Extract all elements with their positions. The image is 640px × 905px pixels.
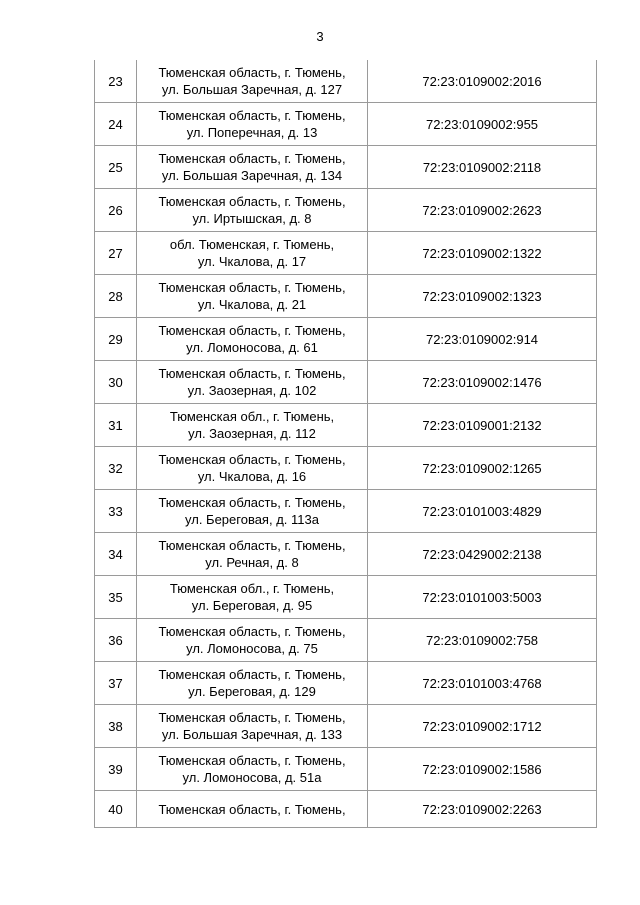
address-line-1: Тюменская область, г. Тюмень,	[158, 280, 346, 295]
address-cell	[137, 748, 368, 791]
address-line-2: ул. Заозерная, д. 102	[187, 383, 317, 398]
cadastral-number-cell: 72:23:0101003:4829	[368, 490, 597, 533]
cadastral-number-cell: 72:23:0109002:1586	[368, 748, 597, 791]
row-number-cell: 25	[95, 146, 137, 189]
address-line-1: Тюменская область, г. Тюмень,	[158, 366, 346, 381]
cadastral-number-cell: 72:23:0109002:2118	[368, 146, 597, 189]
table-row	[95, 146, 597, 189]
property-table	[94, 60, 597, 828]
page-number: 3	[316, 29, 324, 44]
property-table-container	[94, 60, 596, 828]
row-number-cell: 24	[95, 103, 137, 146]
cadastral-number-cell: 72:23:0109002:758	[368, 619, 597, 662]
cadastral-number-cell: 72:23:0109002:1323	[368, 275, 597, 318]
row-number-cell: 29	[95, 318, 137, 361]
cadastral-number-cell: 72:23:0101003:5003	[368, 576, 597, 619]
address-cell	[137, 705, 368, 748]
address-line-1: Тюменская область, г. Тюмень,	[158, 538, 346, 553]
address-line-1: Тюменская обл., г. Тюмень,	[169, 409, 335, 424]
row-number-cell: 35	[95, 576, 137, 619]
address-cell	[137, 275, 368, 318]
address-cell	[137, 361, 368, 404]
address-line-1: Тюменская область, г. Тюмень,	[158, 65, 346, 80]
address-line-2: ул. Большая Заречная, д. 133	[161, 727, 343, 742]
table-row	[95, 60, 597, 103]
row-number-cell: 32	[95, 447, 137, 490]
row-number-cell: 39	[95, 748, 137, 791]
address-line-2: ул. Иртышская, д. 8	[192, 211, 312, 226]
table-row	[95, 361, 597, 404]
address-line-2: ул. Чкалова, д. 16	[197, 469, 307, 484]
cadastral-number-cell: 72:23:0109002:2016	[368, 60, 597, 103]
address-line-1: Тюменская область, г. Тюмень,	[158, 624, 346, 639]
address-cell	[137, 103, 368, 146]
address-line-1: обл. Тюменская, г. Тюмень,	[169, 237, 335, 252]
table-row	[95, 447, 597, 490]
cadastral-number-cell: 72:23:0109002:955	[368, 103, 597, 146]
table-row	[95, 576, 597, 619]
table-row	[95, 275, 597, 318]
address-line-1: Тюменская область, г. Тюмень,	[158, 323, 346, 338]
row-number-cell: 37	[95, 662, 137, 705]
cadastral-number-cell: 72:23:0109002:1322	[368, 232, 597, 275]
address-line-1: Тюменская обл., г. Тюмень,	[169, 581, 335, 596]
address-cell	[137, 318, 368, 361]
table-row	[95, 748, 597, 791]
address-cell	[137, 404, 368, 447]
table-row	[95, 318, 597, 361]
row-number-cell: 23	[95, 60, 137, 103]
address-cell	[137, 447, 368, 490]
address-line-1: Тюменская область, г. Тюмень,	[158, 495, 346, 510]
address-line-1: Тюменская область, г. Тюмень,	[158, 710, 346, 725]
address-cell	[137, 791, 368, 828]
cadastral-number-cell: 72:23:0109001:2132	[368, 404, 597, 447]
address-line-2: ул. Ломоносова, д. 75	[186, 641, 318, 656]
address-line-2: ул. Чкалова, д. 17	[197, 254, 307, 269]
address-cell	[137, 490, 368, 533]
cadastral-number-cell: 72:23:0109002:1476	[368, 361, 597, 404]
table-row	[95, 490, 597, 533]
row-number-cell: 33	[95, 490, 137, 533]
cadastral-number-cell: 72:23:0101003:4768	[368, 662, 597, 705]
row-number-cell: 27	[95, 232, 137, 275]
address-line-2: ул. Чкалова, д. 21	[197, 297, 307, 312]
cadastral-number-cell: 72:23:0429002:2138	[368, 533, 597, 576]
table-row	[95, 533, 597, 576]
row-number-cell: 36	[95, 619, 137, 662]
table-row	[95, 705, 597, 748]
address-line-1: Тюменская область, г. Тюмень,	[158, 452, 346, 467]
cadastral-number-cell: 72:23:0109002:914	[368, 318, 597, 361]
address-line-2: ул. Береговая, д. 95	[191, 598, 313, 613]
property-table-body	[95, 60, 597, 828]
cadastral-number-cell: 72:23:0109002:2623	[368, 189, 597, 232]
address-line-1: Тюменская область, г. Тюмень,	[158, 108, 346, 123]
table-row	[95, 189, 597, 232]
address-cell	[137, 619, 368, 662]
address-line-2: ул. Большая Заречная, д. 127	[161, 82, 343, 97]
address-cell	[137, 232, 368, 275]
address-line-2: ул. Ломоносова, д. 51а	[182, 770, 322, 785]
table-row	[95, 619, 597, 662]
cadastral-number-cell: 72:23:0109002:2263	[368, 791, 597, 828]
address-line-2: ул. Большая Заречная, д. 134	[161, 168, 343, 183]
table-row	[95, 232, 597, 275]
address-line-1: Тюменская область, г. Тюмень,	[158, 753, 346, 768]
address-cell	[137, 60, 368, 103]
table-row	[95, 791, 597, 828]
address-cell	[137, 146, 368, 189]
row-number-cell: 40	[95, 791, 137, 828]
table-row	[95, 404, 597, 447]
address-line-2: ул. Поперечная, д. 13	[186, 125, 318, 140]
table-row	[95, 103, 597, 146]
address-line-2: ул. Речная, д. 8	[205, 555, 299, 570]
address-line-1: Тюменская область, г. Тюмень,	[158, 151, 346, 166]
address-line-1: Тюменская область, г. Тюмень,	[158, 667, 346, 682]
address-cell	[137, 189, 368, 232]
row-number-cell: 30	[95, 361, 137, 404]
address-line-1: Тюменская область, г. Тюмень,	[158, 194, 346, 209]
address-cell	[137, 533, 368, 576]
address-line-2: ул. Заозерная, д. 112	[188, 426, 316, 441]
row-number-cell: 34	[95, 533, 137, 576]
address-cell	[137, 576, 368, 619]
table-row	[95, 662, 597, 705]
address-line-1: Тюменская область, г. Тюмень,	[158, 801, 346, 817]
row-number-cell: 26	[95, 189, 137, 232]
address-line-2: ул. Береговая, д. 129	[188, 684, 316, 699]
address-line-2: ул. Береговая, д. 113а	[185, 512, 319, 527]
cadastral-number-cell: 72:23:0109002:1265	[368, 447, 597, 490]
cadastral-number-cell: 72:23:0109002:1712	[368, 705, 597, 748]
address-line-2: ул. Ломоносова, д. 61	[186, 340, 318, 355]
address-cell	[137, 662, 368, 705]
row-number-cell: 28	[95, 275, 137, 318]
row-number-cell: 31	[95, 404, 137, 447]
row-number-cell: 38	[95, 705, 137, 748]
